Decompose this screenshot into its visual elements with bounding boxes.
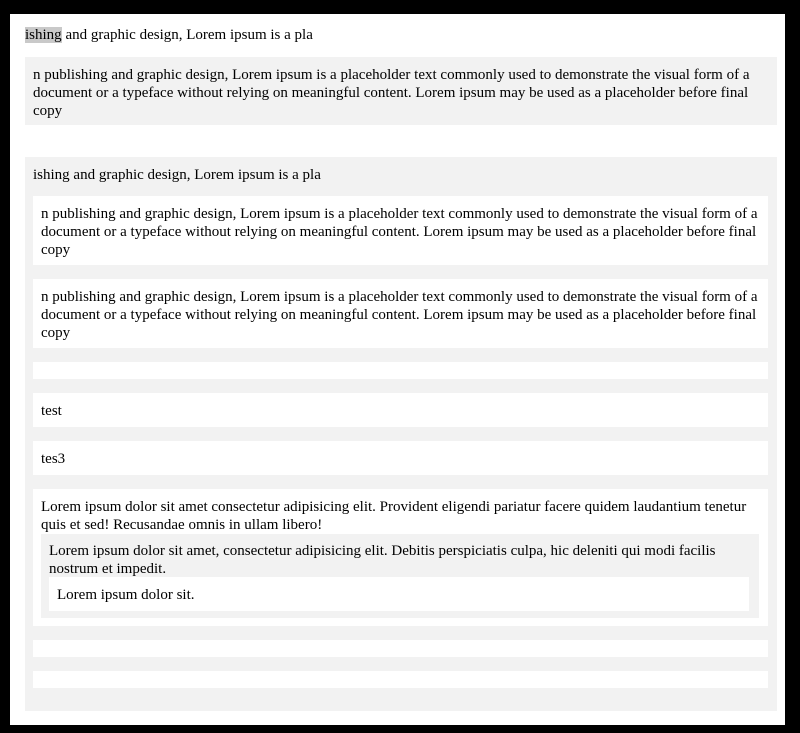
card-paragraph-1 xyxy=(33,196,768,265)
nested-level-2 xyxy=(41,534,759,618)
nested-text: Lorem ipsum dolor sit amet consectetur adipisicing elit. Provident eligendi pariatur facere quidem laudantium tenetur quis et sed! Recusandae omnis in ullam libero! xyxy=(41,499,747,533)
page-frame xyxy=(10,14,785,725)
card-test xyxy=(33,393,768,427)
card-text: test xyxy=(41,403,62,419)
card-text: n publishing and graphic design, Lorem ipsum is a placeholder text commonly used to demonstrate the visual form of a document or a typeface without relying on meaningful content. Lorem ipsum may be used as a placeholder before final copy xyxy=(41,206,758,258)
text-selection[interactable]: ishing xyxy=(25,27,62,43)
card-tes3 xyxy=(33,441,768,475)
card-empty-3 xyxy=(33,671,768,688)
card-empty xyxy=(33,362,768,379)
nested-level-3-text: Lorem ipsum dolor sit. xyxy=(57,587,195,603)
card-empty-2 xyxy=(33,640,768,657)
card-paragraph-2 xyxy=(33,279,768,348)
section-title: ishing and graphic design, Lorem ipsum is a pla xyxy=(33,167,321,183)
nested-level-2-text: Lorem ipsum dolor sit amet, consectetur adipisicing elit. Debitis perspiciatis culpa, hic deleniti qui modi facilis nostrum et impedit. xyxy=(49,543,716,577)
card-nested xyxy=(33,489,768,626)
card-text: tes3 xyxy=(41,451,66,467)
top-text-rest: and graphic design, Lorem ipsum is a pla xyxy=(61,27,313,43)
top-paragraph: n publishing and graphic design, Lorem ipsum is a placeholder text commonly used to demonstrate the visual form of a document or a typeface without relying on meaningful content. Lorem ipsum may be used as a placeholder before final copy xyxy=(33,67,750,119)
nested-level-3 xyxy=(49,577,749,611)
top-text-line xyxy=(25,26,313,44)
section-container xyxy=(25,157,777,711)
top-paragraph-box xyxy=(25,57,777,125)
card-text: n publishing and graphic design, Lorem ipsum is a placeholder text commonly used to demonstrate the visual form of a document or a typeface without relying on meaningful content. Lorem ipsum may be used as a placeholder before final copy xyxy=(41,289,758,341)
